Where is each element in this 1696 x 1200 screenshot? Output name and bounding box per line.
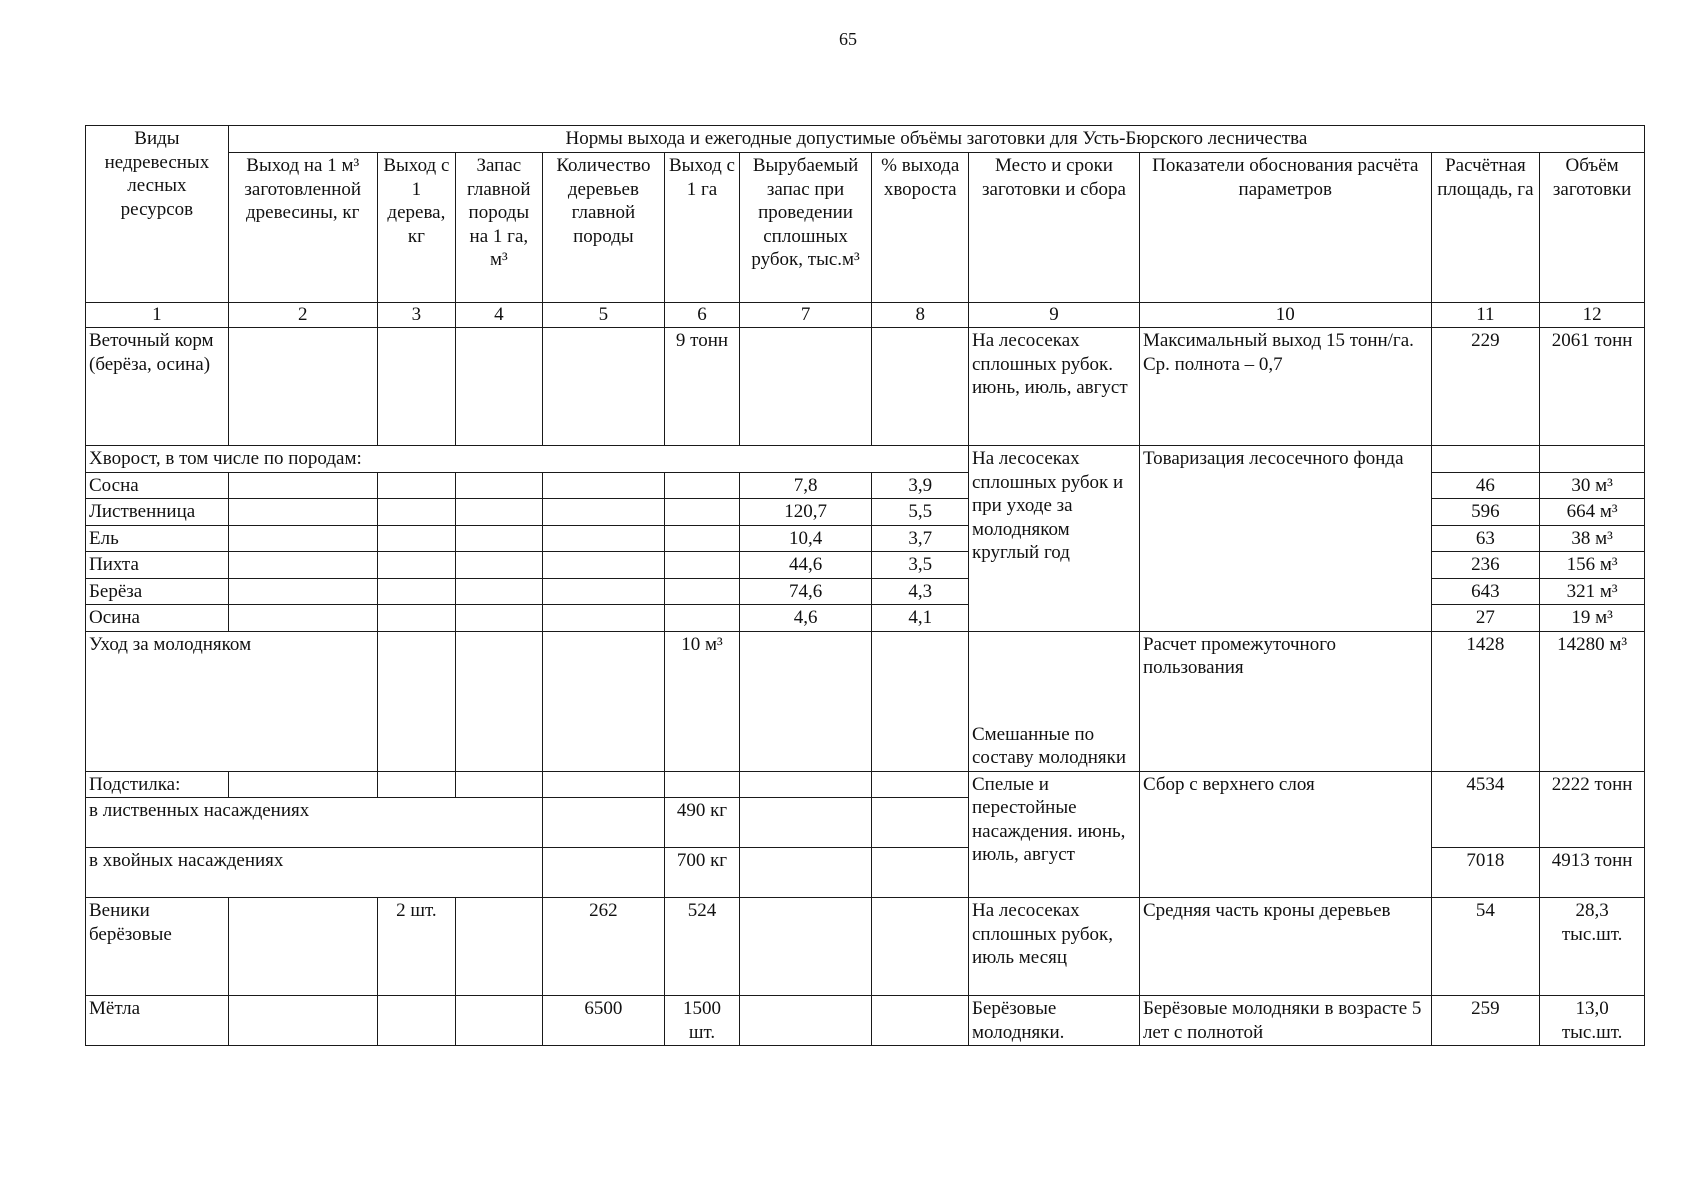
cell-col8: 3,5	[872, 552, 969, 579]
col-number: 9	[968, 303, 1139, 328]
cell-col7: 74,6	[739, 578, 872, 605]
cell-col6: 10 м³	[665, 631, 739, 771]
cell-col8: 3,7	[872, 525, 969, 552]
cell-col7: 4,6	[739, 605, 872, 632]
species-name: Лиственница	[86, 499, 229, 526]
cell-col12: 28,3 тыс.шт.	[1540, 898, 1645, 996]
cell-col7: 120,7	[739, 499, 872, 526]
header-col6: Выход с 1 га	[665, 153, 739, 303]
row-title: Хворост, в том числе по породам:	[86, 446, 969, 473]
header-col4: Запас главной породы на 1 га, м³	[456, 153, 542, 303]
cell-col12: 664 м³	[1540, 499, 1645, 526]
cell-col11: 229	[1431, 328, 1540, 446]
row-name: Веники берёзовые	[86, 898, 229, 996]
header-col7: Вырубаемый запас при проведении сплошных рубок, тыс.м³	[739, 153, 872, 303]
cell-col11: 259	[1431, 996, 1540, 1046]
cell-col12: 2222 тонн	[1540, 771, 1645, 848]
cell-col11: 643	[1431, 578, 1540, 605]
species-name: Пихта	[86, 552, 229, 579]
col-number: 10	[1139, 303, 1431, 328]
header-group-title: Нормы выхода и ежегодные допустимые объёмы заготовки для Усть-Бюрского лесничества	[228, 126, 1644, 153]
cell-col8: 5,5	[872, 499, 969, 526]
cell-col7: 7,8	[739, 472, 872, 499]
cell-col9: Спелые и перестойные насаждения. июнь, июль, август	[968, 771, 1139, 898]
header-col2: Выход на 1 м³ заготовленной древесины, кг	[228, 153, 377, 303]
cell-col3: 2 шт.	[377, 898, 455, 996]
header-group-row	[86, 126, 1645, 153]
header-col12: Объём заготовки	[1540, 153, 1645, 303]
cell-col6: 524	[665, 898, 739, 996]
cell-col11: 596	[1431, 499, 1540, 526]
col-number: 5	[542, 303, 665, 328]
col-number: 1	[86, 303, 229, 328]
cell-col7: 10,4	[739, 525, 872, 552]
cell-col11: 27	[1431, 605, 1540, 632]
col-number: 7	[739, 303, 872, 328]
col-number: 12	[1540, 303, 1645, 328]
row-vetochny	[86, 328, 1645, 446]
col-number: 6	[665, 303, 739, 328]
row-khvorost-title	[86, 446, 1645, 473]
cell-col12: 13,0 тыс.шт.	[1540, 996, 1645, 1046]
cell-col12: 4913 тонн	[1540, 848, 1645, 898]
cell-col9: На лесосеках сплошных рубок и при уходе за молодняком круглый год	[968, 446, 1139, 632]
cell-col12: 2061 тонн	[1540, 328, 1645, 446]
row-name: в лиственных насаждениях	[86, 798, 543, 848]
cell-col6: 490 кг	[665, 798, 739, 848]
species-name: Осина	[86, 605, 229, 632]
header-col9: Место и сроки заготовки и сбора	[968, 153, 1139, 303]
cell-col10: Средняя часть кроны деревьев	[1139, 898, 1431, 996]
cell-col11: 46	[1431, 472, 1540, 499]
header-col1: Виды недревесных лесных ресурсов	[86, 126, 229, 303]
row-name: в хвойных насаждениях	[86, 848, 543, 898]
cell-col12: 19 м³	[1540, 605, 1645, 632]
resources-table	[85, 125, 1645, 1046]
col-number: 2	[228, 303, 377, 328]
cell-col12: 38 м³	[1540, 525, 1645, 552]
cell-col6: 9 тонн	[665, 328, 739, 446]
species-name: Ель	[86, 525, 229, 552]
header-col10: Показатели обоснования расчёта параметров	[1139, 153, 1431, 303]
species-name: Сосна	[86, 472, 229, 499]
row-name: Уход за молодняком	[86, 631, 378, 771]
cell-col6: 1500 шт.	[665, 996, 739, 1046]
row-title: Подстилка:	[86, 771, 229, 798]
row-podstilka-title	[86, 771, 1645, 798]
cell-col9: На лесосеках сплошных рубок. июнь, июль, август	[968, 328, 1139, 446]
row-ukhod	[86, 631, 1645, 771]
col-number: 4	[456, 303, 542, 328]
col-number: 3	[377, 303, 455, 328]
cell-col12: 30 м³	[1540, 472, 1645, 499]
column-number-row	[86, 303, 1645, 328]
header-col3: Выход с 1 дерева, кг	[377, 153, 455, 303]
cell-col12: 156 м³	[1540, 552, 1645, 579]
cell-col10: Сбор с верхнего слоя	[1139, 771, 1431, 898]
col-number: 11	[1431, 303, 1540, 328]
cell-col9: На лесосеках сплошных рубок, июль месяц	[968, 898, 1139, 996]
cell-col11: 7018	[1431, 848, 1540, 898]
cell-col10: Максимальный выход 15 тонн/га. Ср. полнота – 0,7	[1139, 328, 1431, 446]
cell-col12: 14280 м³	[1540, 631, 1645, 771]
header-col11: Расчётная площадь, га	[1431, 153, 1540, 303]
cell-col8: 3,9	[872, 472, 969, 499]
header-col5: Количество деревьев главной породы	[542, 153, 665, 303]
row-name: Мётла	[86, 996, 229, 1046]
cell-col9: Берёзовые молодняки.	[968, 996, 1139, 1046]
col-number: 8	[872, 303, 969, 328]
row-veniki	[86, 898, 1645, 996]
cell-col6: 700 кг	[665, 848, 739, 898]
cell-col11: 1428	[1431, 631, 1540, 771]
cell-col11: 63	[1431, 525, 1540, 552]
cell-col11: 54	[1431, 898, 1540, 996]
cell-col11: 4534	[1431, 771, 1540, 848]
row-name: Веточный корм (берёза, осина)	[86, 328, 229, 446]
cell-col5: 262	[542, 898, 665, 996]
cell-col9: Смешанные по составу молодняки	[968, 631, 1139, 771]
cell-col10: Расчет промежуточного пользования	[1139, 631, 1431, 771]
cell-col12: 321 м³	[1540, 578, 1645, 605]
cell-col10: Товаризация лесосечного фонда	[1139, 446, 1431, 632]
header-col8: % выхода хвороста	[872, 153, 969, 303]
species-name: Берёза	[86, 578, 229, 605]
cell-col8: 4,1	[872, 605, 969, 632]
cell-col7: 44,6	[739, 552, 872, 579]
cell-col11: 236	[1431, 552, 1540, 579]
cell-col8: 4,3	[872, 578, 969, 605]
cell-col10: Берёзовые молодняки в возрасте 5 лет с полнотой	[1139, 996, 1431, 1046]
header-row	[86, 153, 1645, 303]
cell-col5: 6500	[542, 996, 665, 1046]
row-metla	[86, 996, 1645, 1046]
page-number: 65	[839, 29, 857, 49]
